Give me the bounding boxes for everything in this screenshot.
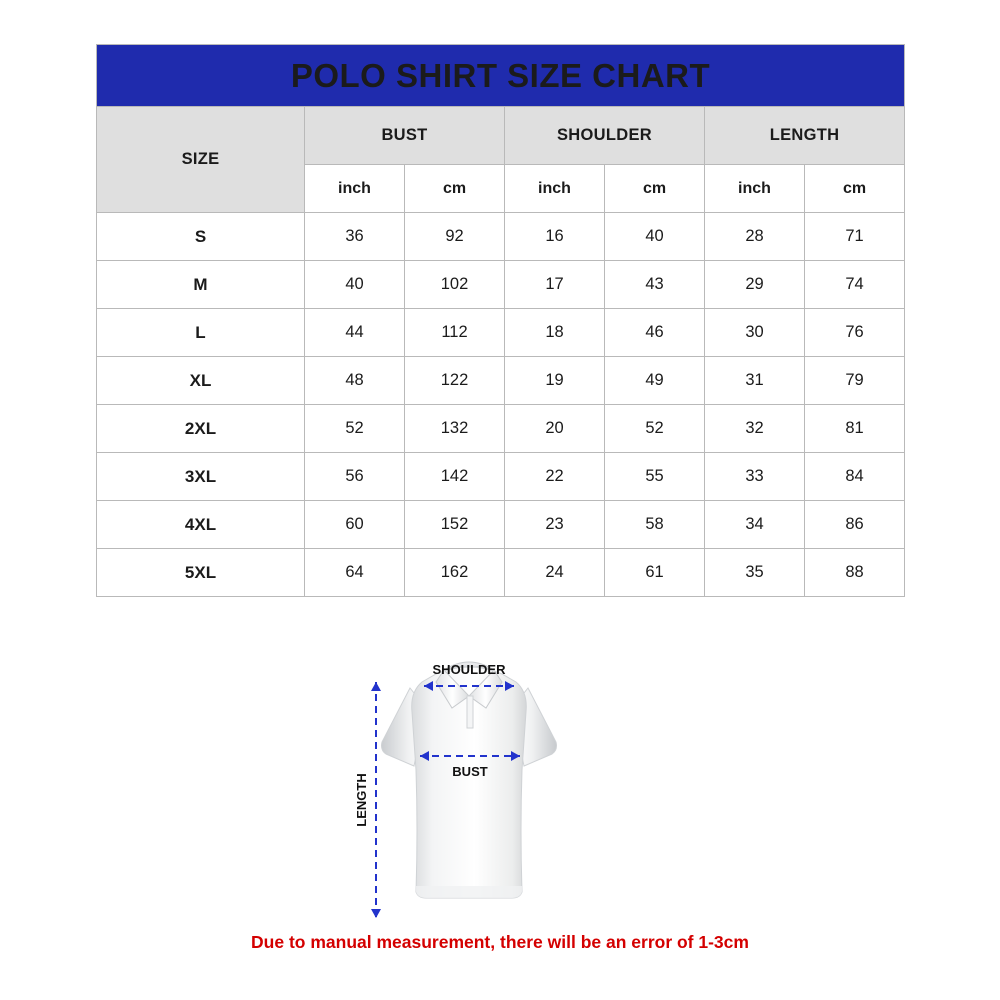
cell-length-inch: 29: [705, 261, 805, 309]
cell-length-cm: 74: [805, 261, 905, 309]
header-length: LENGTH: [705, 107, 905, 165]
cell-shoulder-inch: 16: [505, 213, 605, 261]
cell-shoulder-cm: 40: [605, 213, 705, 261]
cell-bust-cm: 132: [405, 405, 505, 453]
cell-length-inch: 33: [705, 453, 805, 501]
cell-length-inch: 31: [705, 357, 805, 405]
cell-length-cm: 86: [805, 501, 905, 549]
shirt-body: [382, 662, 557, 898]
table-row: [97, 309, 905, 357]
cell-bust-inch: 36: [305, 213, 405, 261]
cell-bust-inch: 56: [305, 453, 405, 501]
cell-size: 2XL: [97, 405, 305, 453]
cell-shoulder-inch: 22: [505, 453, 605, 501]
cell-bust-cm: 122: [405, 357, 505, 405]
cell-bust-cm: 162: [405, 549, 505, 597]
header-bust: BUST: [305, 107, 505, 165]
cell-shoulder-cm: 43: [605, 261, 705, 309]
cell-shoulder-cm: 49: [605, 357, 705, 405]
cell-length-inch: 34: [705, 501, 805, 549]
cell-size: M: [97, 261, 305, 309]
header-shoulder: SHOULDER: [505, 107, 705, 165]
measurement-note: Due to manual measurement, there will be an error of 1-3cm: [251, 932, 749, 952]
cell-shoulder-inch: 23: [505, 501, 605, 549]
cell-shoulder-cm: 58: [605, 501, 705, 549]
page-title: POLO SHIRT SIZE CHART: [97, 45, 905, 107]
cell-shoulder-inch: 18: [505, 309, 605, 357]
shoulder-label: SHOULDER: [432, 662, 506, 677]
cell-length-cm: 71: [805, 213, 905, 261]
unit-length-cm: cm: [805, 165, 905, 213]
table-row: [97, 549, 905, 597]
cell-length-inch: 30: [705, 309, 805, 357]
cell-shoulder-inch: 19: [505, 357, 605, 405]
measurement-diagram: [340, 630, 660, 930]
length-measure-line: [371, 682, 381, 918]
cell-shoulder-cm: 55: [605, 453, 705, 501]
cell-size: XL: [97, 357, 305, 405]
cell-size: 4XL: [97, 501, 305, 549]
cell-length-inch: 28: [705, 213, 805, 261]
cell-shoulder-cm: 61: [605, 549, 705, 597]
cell-shoulder-cm: 52: [605, 405, 705, 453]
table-group-header-row: [97, 107, 905, 165]
cell-bust-inch: 48: [305, 357, 405, 405]
cell-size: S: [97, 213, 305, 261]
cell-bust-inch: 52: [305, 405, 405, 453]
cell-length-cm: 88: [805, 549, 905, 597]
bust-label: BUST: [452, 764, 488, 779]
table-row: [97, 405, 905, 453]
unit-bust-cm: cm: [405, 165, 505, 213]
header-size: SIZE: [97, 107, 305, 213]
table-row: [97, 213, 905, 261]
cell-size: 5XL: [97, 549, 305, 597]
cell-length-cm: 84: [805, 453, 905, 501]
cell-bust-cm: 112: [405, 309, 505, 357]
cell-bust-inch: 64: [305, 549, 405, 597]
size-chart-table: [96, 44, 905, 597]
cell-bust-inch: 40: [305, 261, 405, 309]
cell-length-cm: 81: [805, 405, 905, 453]
cell-bust-cm: 152: [405, 501, 505, 549]
table-title-row: [97, 45, 905, 107]
cell-size: 3XL: [97, 453, 305, 501]
cell-length-cm: 79: [805, 357, 905, 405]
cell-bust-inch: 60: [305, 501, 405, 549]
cell-bust-inch: 44: [305, 309, 405, 357]
table-row: [97, 357, 905, 405]
cell-shoulder-cm: 46: [605, 309, 705, 357]
cell-size: L: [97, 309, 305, 357]
cell-shoulder-inch: 24: [505, 549, 605, 597]
table-row: [97, 501, 905, 549]
polo-shirt-illustration: [340, 630, 660, 930]
cell-shoulder-inch: 17: [505, 261, 605, 309]
cell-shoulder-inch: 20: [505, 405, 605, 453]
cell-length-inch: 32: [705, 405, 805, 453]
cell-length-cm: 76: [805, 309, 905, 357]
cell-bust-cm: 142: [405, 453, 505, 501]
unit-shoulder-inch: inch: [505, 165, 605, 213]
cell-bust-cm: 92: [405, 213, 505, 261]
cell-bust-cm: 102: [405, 261, 505, 309]
table-row: [97, 261, 905, 309]
unit-shoulder-cm: cm: [605, 165, 705, 213]
cell-length-inch: 35: [705, 549, 805, 597]
length-label: LENGTH: [354, 773, 369, 827]
unit-bust-inch: inch: [305, 165, 405, 213]
table-row: [97, 453, 905, 501]
unit-length-inch: inch: [705, 165, 805, 213]
size-chart-table-wrapper: [96, 44, 904, 597]
